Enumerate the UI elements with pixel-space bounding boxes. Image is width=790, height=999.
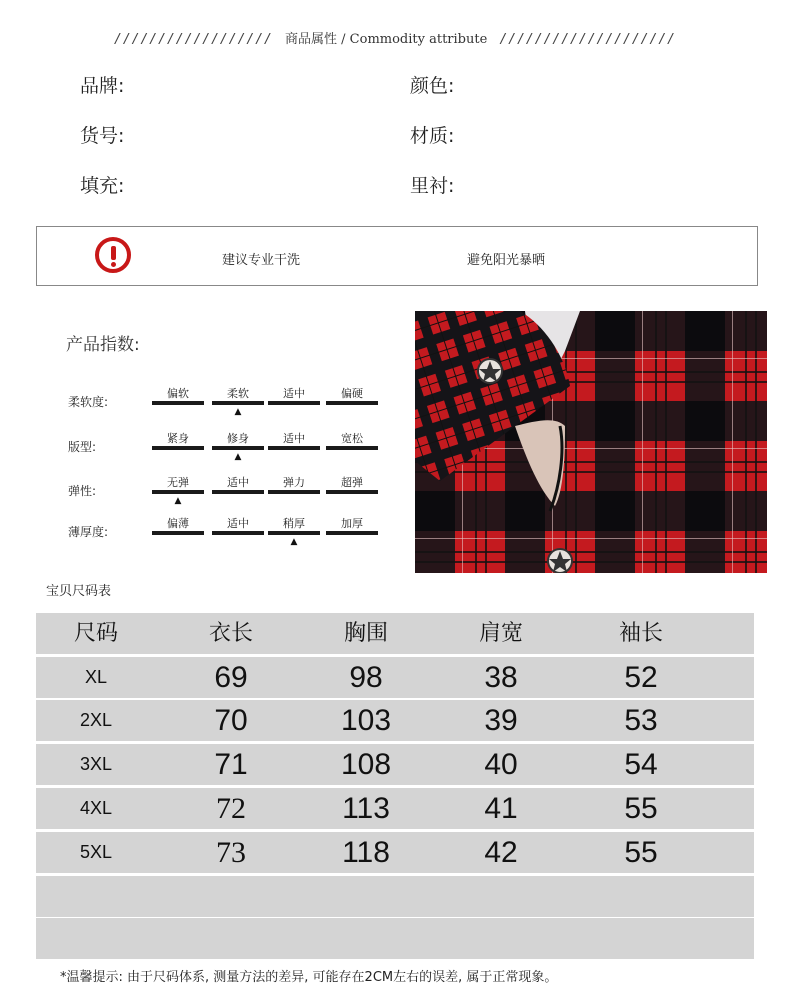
selected-marker-icon: ▲ (290, 537, 298, 547)
size-table-value-cell: 40 (484, 748, 518, 781)
product-index-option: 适中 (227, 476, 249, 489)
attr-filling (80, 171, 124, 198)
size-table-size-cell: 2XL (79, 710, 113, 730)
product-index-scale-line (152, 490, 204, 494)
product-index-option: 稍厚 (283, 517, 305, 530)
attr-color (410, 71, 454, 98)
product-index-scale-line (212, 446, 264, 450)
care-notice-box (36, 226, 758, 286)
size-table-value-cell: 54 (624, 748, 658, 781)
size-table-value-cell: 42 (484, 836, 518, 869)
warning-exclamation-icon (95, 237, 131, 273)
attr-label: 里衬: (410, 175, 455, 197)
size-table-row (36, 832, 754, 873)
size-table-row (36, 788, 754, 829)
button-icon (478, 359, 502, 383)
product-index-option: 加厚 (341, 517, 363, 530)
size-table-value-cell: 118 (342, 836, 390, 869)
size-table-size-cell: 3XL (79, 754, 113, 774)
size-table-value-cell: 113 (342, 792, 390, 825)
size-table-value-cell: 39 (484, 704, 518, 737)
product-index-scale-line (212, 490, 264, 494)
size-table-size-cell: 5XL (79, 842, 113, 862)
size-table-header-row (36, 613, 754, 654)
size-table-header-cell: 袖长 (618, 621, 663, 646)
size-table-empty-row (36, 918, 754, 959)
product-index-option: 偏薄 (167, 517, 189, 530)
size-table-value-cell: 98 (349, 661, 383, 694)
size-table-value-cell: 55 (624, 836, 658, 869)
size-table-value-cell: 53 (624, 704, 658, 737)
selected-marker-icon: ▲ (234, 407, 242, 417)
section-header (0, 28, 790, 47)
size-table-value-cell: 52 (624, 661, 658, 694)
header-slashes-right: //////////////////// (499, 32, 676, 47)
attr-label: 材质: (410, 125, 455, 147)
product-index-option: 适中 (283, 432, 305, 445)
attr-label: 填充: (80, 175, 125, 197)
header-slashes-left: ////////////////// (114, 32, 273, 47)
size-table-header-cell: 尺码 (73, 621, 118, 646)
product-photo (415, 311, 767, 573)
size-table-size-cell: XL (84, 667, 108, 687)
product-index-scale-line (326, 401, 378, 405)
product-index-scale-line (326, 531, 378, 535)
product-index-scale-line (152, 401, 204, 405)
product-index-option: 修身 (227, 432, 249, 445)
product-index-option: 紧身 (167, 432, 189, 445)
size-table-value-cell: 103 (340, 704, 392, 737)
size-table-value-cell: 108 (340, 748, 392, 781)
product-index-option: 柔软 (227, 387, 249, 400)
size-table-value-cell: 38 (484, 661, 518, 694)
product-index-scale-line (268, 401, 320, 405)
size-table-value-cell: 55 (624, 792, 658, 825)
product-index-scale-line (268, 531, 320, 535)
attr-lining (410, 171, 454, 198)
product-index-option: 偏软 (167, 387, 189, 400)
product-index-option: 无弹 (167, 476, 189, 489)
product-index-scale-line (212, 401, 264, 405)
product-index-scale-line (212, 531, 264, 535)
size-table-value-cell: 69 (214, 661, 248, 694)
size-table-row (36, 657, 754, 698)
product-index-option: 适中 (283, 387, 305, 400)
size-table-value-cell: 41 (484, 792, 518, 825)
attr-item-number (80, 121, 124, 148)
product-index-label: 弹性: (68, 484, 97, 498)
size-table-header-cell: 胸围 (343, 621, 388, 646)
size-chart-title: 宝贝尺码表 (46, 584, 112, 599)
attr-material (410, 121, 454, 148)
attr-label: 货号: (80, 125, 125, 147)
product-index-option: 宽松 (341, 432, 363, 445)
selected-marker-icon: ▲ (174, 496, 182, 506)
size-table-row (36, 700, 754, 741)
product-index-scale-line (152, 531, 204, 535)
header-title: 商品属性 / Commodity attribute (285, 32, 488, 47)
product-index-title: 产品指数: (66, 335, 140, 355)
product-index-option: 适中 (227, 517, 249, 530)
size-table-value-cell: 70 (214, 704, 248, 737)
care-avoid-sun: 避免阳光暴晒 (467, 253, 546, 268)
product-index-scale-line (268, 446, 320, 450)
product-index-label: 版型: (68, 440, 97, 454)
size-table-empty-row (36, 876, 754, 917)
selected-marker-icon: ▲ (234, 452, 242, 462)
footnote: *温馨提示: 由于尺码体系, 测量方法的差异, 可能存在2CM左右的误差, 属于正常现象。 (60, 970, 558, 985)
size-table-value-cell: 72 (216, 792, 246, 825)
size-table-header-cell: 衣长 (208, 621, 253, 646)
size-table-header-cell: 肩宽 (478, 621, 523, 646)
product-index-scale-line (326, 490, 378, 494)
product-index-scale-line (268, 490, 320, 494)
attr-brand (80, 71, 124, 98)
product-index-label: 柔软度: (68, 395, 109, 409)
product-index-option: 弹力 (283, 476, 305, 489)
product-index-scale-line (326, 446, 378, 450)
product-index-label: 薄厚度: (68, 525, 109, 539)
product-index-scale-line (152, 446, 204, 450)
size-table-size-cell: 4XL (79, 798, 113, 818)
attr-label: 颜色: (410, 75, 455, 97)
care-dry-clean: 建议专业干洗 (222, 253, 301, 268)
product-index-option: 超弹 (341, 476, 363, 489)
attr-label: 品牌: (80, 75, 125, 97)
size-table-row (36, 744, 754, 785)
size-table-value-cell: 71 (214, 748, 248, 781)
product-index-option: 偏硬 (341, 387, 363, 400)
size-table-value-cell: 73 (216, 836, 246, 869)
